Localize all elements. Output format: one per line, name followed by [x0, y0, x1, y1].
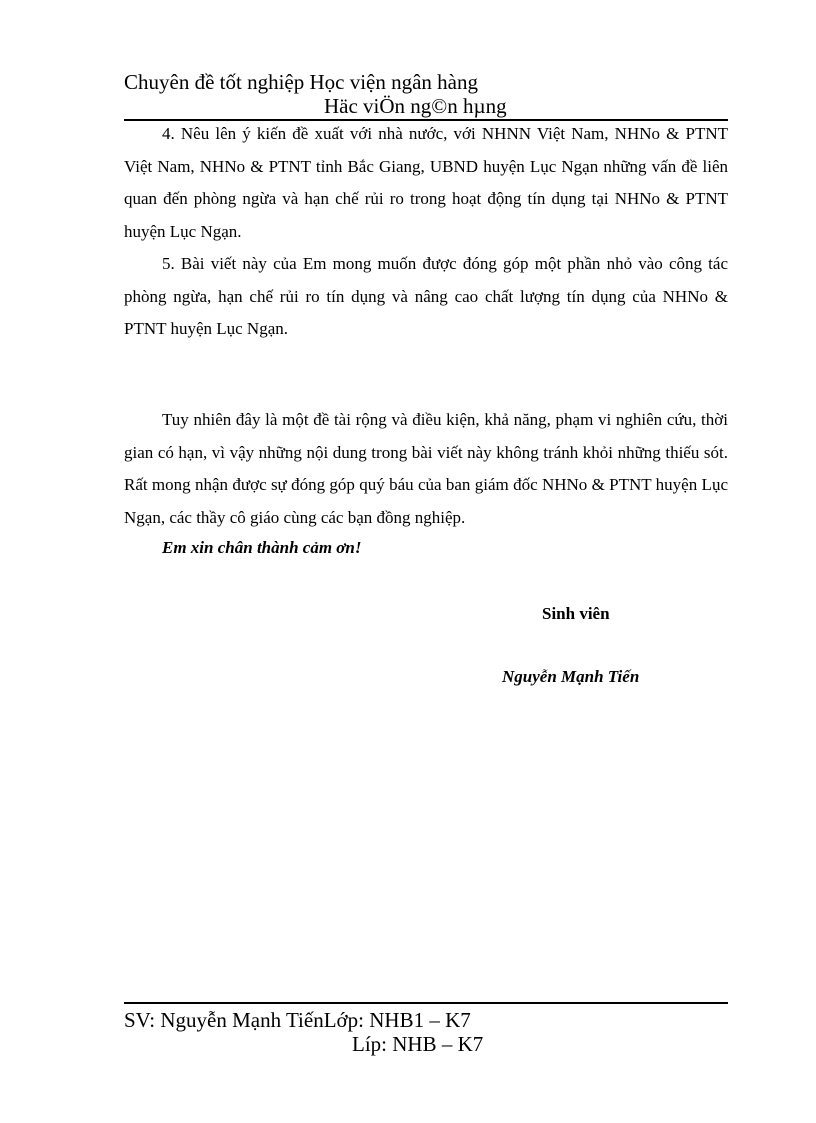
thanks-line: Em xin chân thành cảm ơn!	[162, 538, 362, 557]
signature-title: Sinh viên	[542, 604, 610, 623]
paragraph-item-4: 4. Nêu lên ý kiến đề xuất với nhà nước, với NHNN Việt Nam, NHNo & PTNT Việt Nam, NHNo & PTNT tỉnh Bắc Giang, UBND huyện Lục Ngạn những vấn đề liên quan đến phòng ngừa và hạn chế rủi ro trong hoạt động tín dụng tại NHNo & PTNT huyện Lục Ngạn.	[124, 124, 728, 241]
body-block-top	[124, 118, 728, 346]
footer-class-line: Líp: NHB – K7	[352, 1032, 484, 1056]
footer-student-line: SV: Nguyễn Mạnh TiếnLớp: NHB1 – K7	[124, 1008, 471, 1032]
footer-divider	[124, 1002, 728, 1004]
header-title: Chuyên đề tốt nghiệp Học viện ngân hàng	[124, 70, 479, 94]
paragraph-item-5: 5. Bài viết này của Em mong muốn được đóng góp một phần nhỏ vào công tác phòng ngừa, hạn chế rủi ro tín dụng và nâng cao chất lượng tín dụng của NHNo & PTNT huyện Lục Ngạn.	[124, 254, 728, 338]
header-subtitle: Häc viÖn ng©n hµng	[324, 94, 507, 118]
closing-paragraph: Tuy nhiên đây là một đề tài rộng và điều kiện, khả năng, phạm vi nghiên cứu, thời gian có hạn, vì vậy những nội dung trong bài viết này không tránh khỏi những thiếu sót. Rất mong nhận được sự đóng góp quý báu của ban giám đốc NHNo & PTNT huyện Lục Ngạn, các thầy cô giáo cùng các bạn đồng nghiệp.	[124, 410, 728, 527]
body-block-bottom	[124, 404, 728, 534]
signature-name: Nguyễn Mạnh Tiến	[502, 667, 640, 686]
